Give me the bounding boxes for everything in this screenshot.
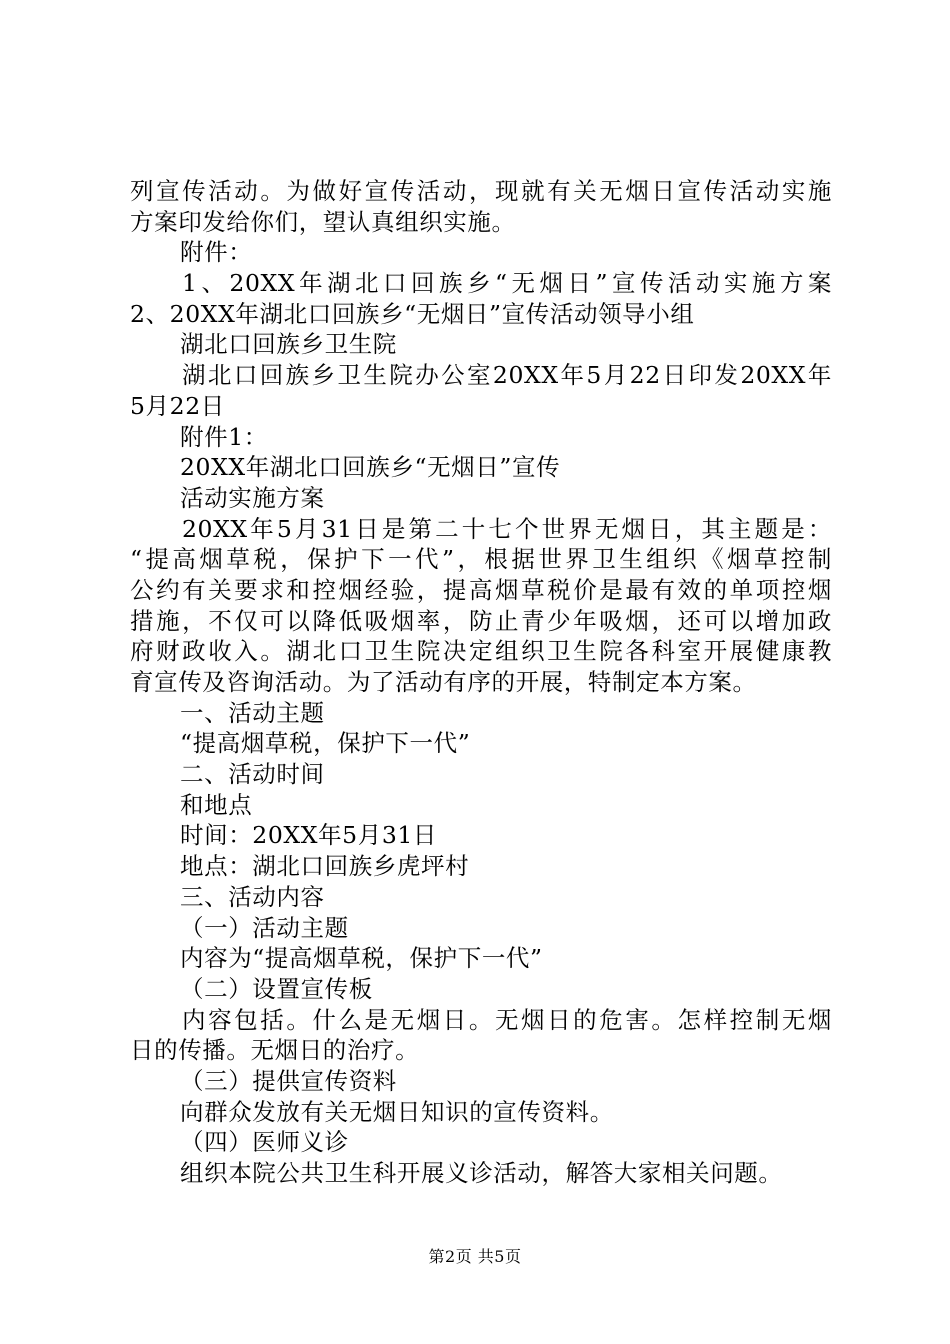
paragraph-line: 组织本院公共卫生科开展义诊活动，解答大家相关问题。	[180, 1159, 783, 1187]
paragraph-line: 三、活动内容	[180, 882, 325, 911]
paragraph-line: 活动实施方案	[180, 483, 325, 512]
paragraph-line: 湖北口回族乡卫生院	[180, 330, 397, 359]
paragraph-line: 附件1：	[180, 422, 268, 451]
paragraph-line: 一、活动主题	[180, 698, 325, 727]
document-body	[130, 176, 832, 1189]
paragraph-line: 20XX年湖北口回族乡“无烟日”宣传	[180, 453, 561, 482]
paragraph-line: 公约有关要求和控烟经验，提高烟草税价是最有效的单项控烟	[130, 575, 832, 604]
paragraph-line: （二）设置宣传板	[180, 974, 373, 1003]
paragraph-line: 附件：	[180, 238, 253, 267]
paragraph-line: 府财政收入。湖北口卫生院决定组织卫生院各科室开展健康教	[130, 637, 832, 666]
paragraph-line: 5月22日	[130, 391, 225, 420]
paragraph-line: 育宣传及咨询活动。为了活动有序的开展，特制定本方案。	[130, 668, 757, 696]
paragraph-line: （四）医师义诊	[180, 1128, 349, 1157]
paragraph-line: 2、20XX年湖北口回族乡“无烟日”宣传活动领导小组	[130, 299, 695, 328]
paragraph-line: 措施，不仅可以降低吸烟率，防止青少年吸烟，还可以增加政	[130, 606, 832, 635]
paragraph-line: 湖北口回族乡卫生院办公室20XX年5月22日印发20XX年	[182, 361, 832, 390]
paragraph-line: 日的传播。无烟日的治疗。	[130, 1036, 420, 1065]
paragraph-line: “提高烟草税，保护下一代”，根据世界卫生组织《烟草控制	[130, 545, 832, 574]
paragraph-line: 1、20XX年湖北口回族乡“无烟日”宣传活动实施方案	[182, 269, 832, 298]
paragraph-line: 和地点	[180, 790, 253, 819]
paragraph-line: 地点：湖北口回族乡虎坪村	[180, 852, 470, 881]
paragraph-line: 20XX年5月31日是第二十七个世界无烟日，其主题是：	[182, 514, 832, 543]
paragraph-line: 方案印发给你们，望认真组织实施。	[130, 207, 516, 236]
paragraph-line: 内容为“提高烟草税，保护下一代”	[180, 944, 543, 973]
page-footer: 第2页 共5页	[428, 1247, 522, 1266]
paragraph-line: “提高烟草税，保护下一代”	[180, 729, 471, 758]
paragraph-line: 列宣传活动。为做好宣传活动，现就有关无烟日宣传活动实施	[130, 177, 832, 205]
paragraph-line: 内容包括。什么是无烟日。无烟日的危害。怎样控制无烟	[182, 1005, 832, 1034]
paragraph-line: 时间：20XX年5月31日	[180, 821, 438, 850]
paragraph-line: 二、活动时间	[180, 760, 325, 789]
paragraph-line: 向群众发放有关无烟日知识的宣传资料。	[180, 1097, 614, 1126]
paragraph-line: （三）提供宣传资料	[180, 1066, 397, 1095]
paragraph-line: （一）活动主题	[180, 913, 349, 942]
